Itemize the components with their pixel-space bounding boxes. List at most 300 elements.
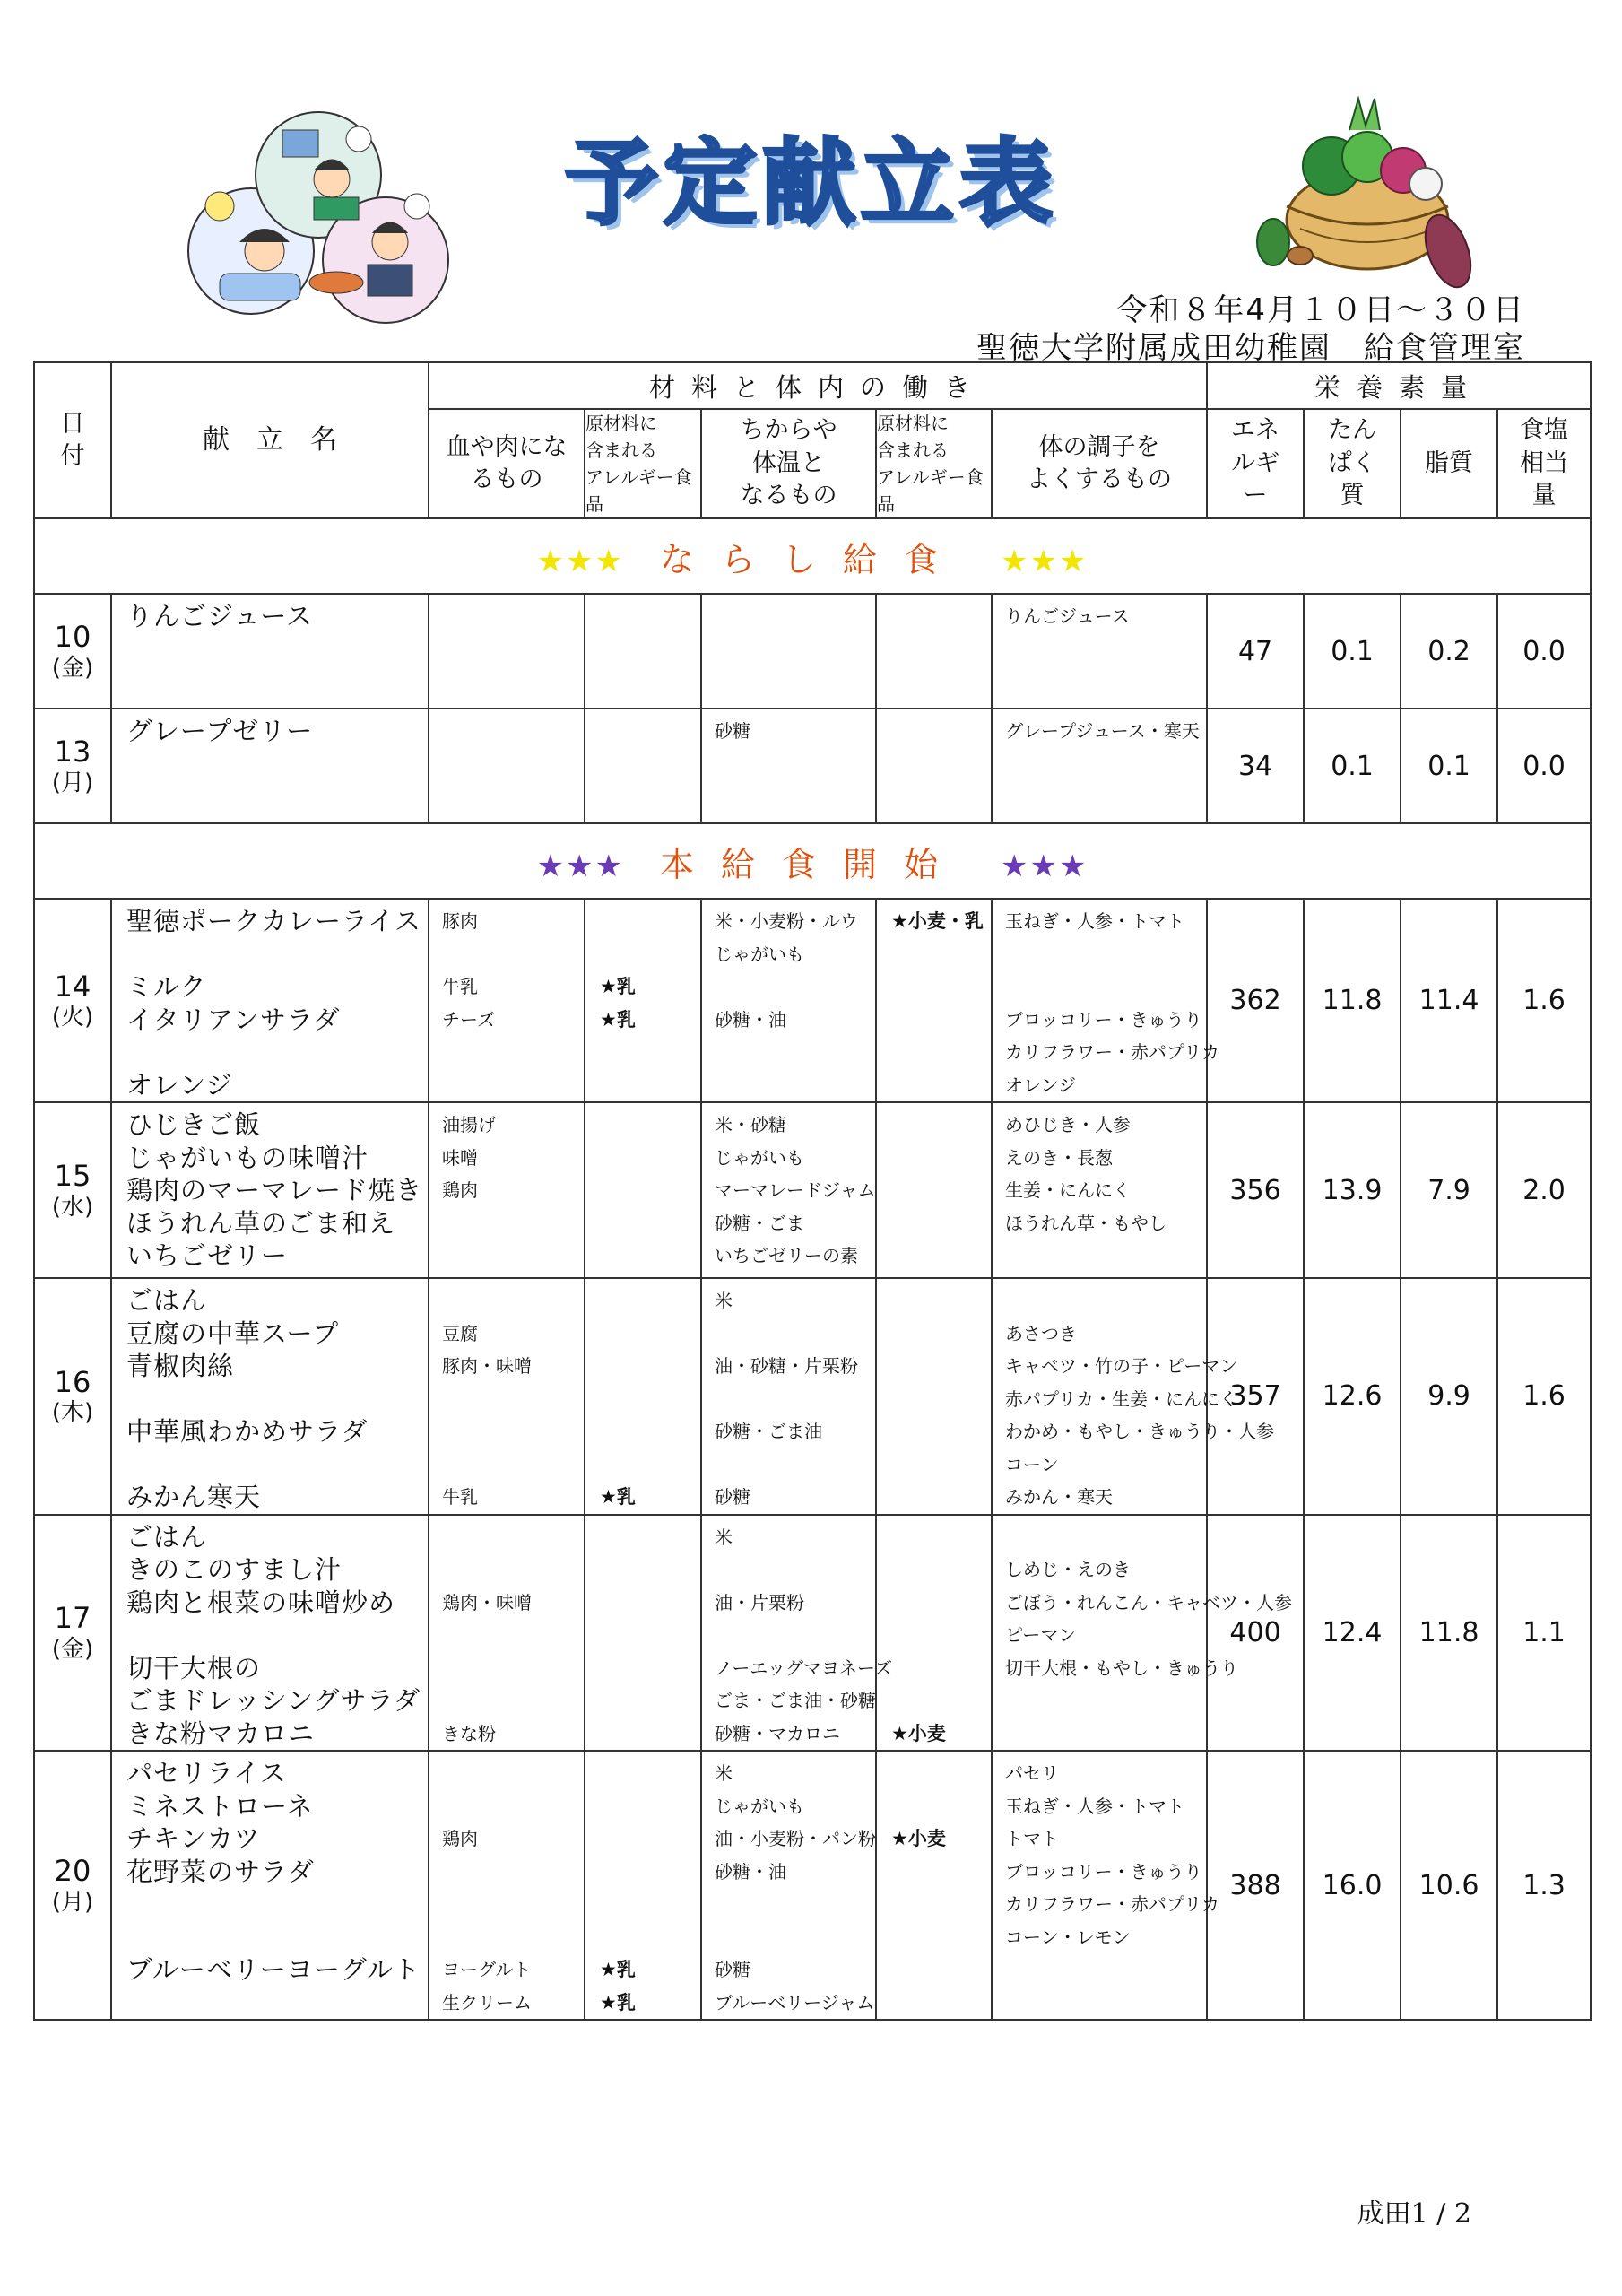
energy-food-line xyxy=(702,1888,875,1921)
allergy-badge-line xyxy=(585,905,700,938)
date-cell xyxy=(34,1278,111,1515)
conditioning-food-line xyxy=(993,1718,1206,1751)
allergy-badge-line xyxy=(877,938,991,971)
blood-meat-food-line: 豆腐 xyxy=(442,1322,478,1344)
dish-name-line: ミルク xyxy=(126,971,207,1002)
nutrition-group-header: 栄養素量 xyxy=(1207,362,1591,409)
allergy-badge-line xyxy=(585,1284,700,1318)
dish-name-line xyxy=(112,1619,428,1652)
conditioning-food-line: パセリ xyxy=(1005,1762,1059,1784)
date-cell xyxy=(34,899,111,1102)
salt-value: 2.0 xyxy=(1497,1102,1591,1278)
menu-day-row xyxy=(34,709,1591,823)
day-number: 20 xyxy=(54,1854,91,1889)
menu-day-row xyxy=(34,899,1591,1102)
col-allergy-header-2: 原材料に 含まれる アレルギー食品 xyxy=(876,409,992,518)
energy-food-line: 砂糖・マカロニ xyxy=(715,1722,840,1744)
energy-food-line: 砂糖 xyxy=(715,1959,750,1980)
date-cell xyxy=(34,709,111,823)
allergy-badge-line xyxy=(585,1415,700,1448)
banner-row xyxy=(34,823,1591,899)
blood-meat-food-line: ヨーグルト xyxy=(442,1959,532,1980)
dish-name-line: みかん寒天 xyxy=(126,1482,262,1512)
energy-food-line: ノーエッグマヨネーズ xyxy=(715,1657,892,1679)
dish-name xyxy=(111,709,429,823)
date-cell xyxy=(34,594,111,709)
conditioning-food-line xyxy=(993,1987,1206,2020)
fat-value: 11.4 xyxy=(1401,899,1497,1102)
blood-meat-food-line xyxy=(429,1448,584,1482)
dish-name-line: グレープゼリー xyxy=(126,716,314,746)
energy-food-line: 砂糖・油 xyxy=(715,1860,786,1883)
allergy-badge-line xyxy=(585,938,700,971)
allergy-badge-line xyxy=(585,1790,700,1823)
allergy-badge xyxy=(876,1751,992,2020)
col-protein-header: たん ぱく 質 xyxy=(1304,409,1401,518)
salt-value: 0.0 xyxy=(1497,709,1591,823)
allergy-badge-line xyxy=(585,1888,700,1921)
organization-name: 聖徳大学附属成田幼稚園 給食管理室 xyxy=(976,330,1525,366)
conditioning-food-line xyxy=(993,1953,1206,1987)
conditioning-food-line: ほうれん草・もやし xyxy=(1005,1212,1167,1234)
conditioning-food xyxy=(992,594,1207,709)
allergy-badge xyxy=(585,594,701,709)
conditioning-food-line: ブロッコリー・きゅうり xyxy=(1005,1008,1202,1031)
allergy-badge xyxy=(876,1278,992,1515)
menu-day-row xyxy=(34,1751,1591,2020)
col-menu-name-header: 献 立 名 xyxy=(111,362,429,518)
conditioning-food xyxy=(992,1751,1219,2020)
dish-name-line: 切干大根の xyxy=(126,1652,262,1683)
energy-food xyxy=(701,1515,892,1752)
energy-food xyxy=(701,1102,876,1278)
fat-value: 10.6 xyxy=(1401,1751,1497,2020)
allergy-badge-line xyxy=(877,1921,991,1954)
allergy-badge-line: ★乳 xyxy=(600,1486,636,1508)
blood-meat-food-line xyxy=(429,1553,584,1587)
col-fat-header: 脂質 xyxy=(1401,409,1497,518)
menu-day-row xyxy=(34,1102,1591,1278)
blood-meat-food-line xyxy=(429,1684,584,1718)
blood-meat-food-line xyxy=(429,1521,584,1554)
protein-value: 0.1 xyxy=(1304,709,1401,823)
energy-food-line: 米 xyxy=(715,1762,733,1784)
conditioning-food-line: トマト xyxy=(1005,1828,1059,1849)
allergy-badge-line xyxy=(585,1350,700,1383)
salt-value: 1.1 xyxy=(1497,1515,1591,1752)
dish-name xyxy=(111,1278,429,1515)
conditioning-food-line xyxy=(993,1239,1206,1273)
blood-meat-food-line xyxy=(429,1888,584,1921)
dish-name-line: 鶏肉のマーマレード焼き xyxy=(126,1175,423,1205)
allergy-badge-line xyxy=(877,1069,991,1102)
dish-name-line: 花野菜のサラダ xyxy=(126,1856,315,1887)
energy-food-line: いちごゼリーの素 xyxy=(715,1245,858,1266)
allergy-badge-line: ★乳 xyxy=(600,1991,636,2013)
allergy-badge-line: ★乳 xyxy=(600,1959,636,1980)
salt-value: 0.0 xyxy=(1497,594,1591,709)
date-cell xyxy=(34,1515,111,1752)
star-icon: ★★★ xyxy=(536,848,625,884)
blood-meat-food xyxy=(429,1751,585,2020)
energy-food-line: 米 xyxy=(715,1526,733,1548)
energy-food-line: 油・砂糖・片栗粉 xyxy=(715,1355,858,1377)
dish-name xyxy=(111,1515,429,1752)
blood-meat-food-line xyxy=(429,1619,584,1652)
allergy-badge-line xyxy=(877,1757,991,1790)
blood-meat-food-line: きな粉 xyxy=(442,1722,496,1744)
energy-value: 47 xyxy=(1207,594,1304,709)
conditioning-food-line: コーン・レモン xyxy=(1005,1926,1131,1948)
energy-food-line xyxy=(702,1383,875,1416)
fat-value: 0.1 xyxy=(1401,709,1497,823)
conditioning-food-line: コーン xyxy=(1005,1453,1059,1475)
date-cell xyxy=(34,1102,111,1278)
dish-name xyxy=(111,1751,429,2020)
energy-value: 356 xyxy=(1207,1102,1304,1278)
allergy-badge-line xyxy=(877,1619,991,1652)
blood-meat-food-line: 鶏肉・味噌 xyxy=(442,1591,532,1613)
allergy-badge xyxy=(585,709,701,823)
energy-food-line: 米・砂糖 xyxy=(715,1114,786,1135)
blood-meat-food-line: 味噌 xyxy=(442,1146,478,1169)
energy-food-line: 砂糖 xyxy=(715,1486,750,1508)
dish-name-line: ごはん xyxy=(126,1521,208,1552)
allergy-badge-line xyxy=(877,1587,991,1620)
energy-food xyxy=(701,1278,876,1515)
dish-name xyxy=(111,899,429,1102)
blood-meat-food-line xyxy=(429,1383,584,1416)
day-number: 13 xyxy=(54,735,91,770)
blood-meat-food xyxy=(429,594,585,709)
dish-name-line: ごまドレッシングサラダ xyxy=(126,1685,421,1716)
conditioning-food xyxy=(992,1102,1207,1278)
allergy-badge xyxy=(876,709,992,823)
conditioning-food-line: りんごジュース xyxy=(1005,605,1130,627)
allergy-badge-line: ★小麦 xyxy=(891,1828,946,1849)
allergy-badge xyxy=(585,1515,701,1752)
energy-food-line xyxy=(702,1069,875,1102)
day-number: 14 xyxy=(54,969,91,1004)
blood-meat-food xyxy=(429,899,585,1102)
day-number: 16 xyxy=(54,1364,91,1399)
energy-value: 388 xyxy=(1207,1751,1304,2020)
energy-food-line: 米 xyxy=(715,1290,733,1311)
conditioning-food-line: グレープジュース・寒天 xyxy=(1005,720,1200,742)
allergy-badge xyxy=(585,1102,701,1278)
col-blood-meat-header: 血や肉にな るもの xyxy=(429,409,585,518)
banner-title: ならし給食 xyxy=(660,539,966,579)
dish-name-line: イタリアンサラダ xyxy=(126,1004,341,1035)
blood-meat-food-line xyxy=(429,1069,584,1102)
allergy-badge-line: ★小麦・乳 xyxy=(891,910,984,932)
conditioning-food-line: わかめ・もやし・きゅうり・人参 xyxy=(1005,1421,1274,1442)
energy-value: 34 xyxy=(1207,709,1304,823)
blood-meat-food-line: 豚肉・味噌 xyxy=(442,1355,532,1377)
banner-title: 本給食開始 xyxy=(660,844,966,884)
allergy-badge-line xyxy=(585,1757,700,1790)
weekday: (月) xyxy=(51,769,94,796)
dish-name-line: ほうれん草のごま和え xyxy=(126,1207,396,1239)
blood-meat-food-line: 鶏肉 xyxy=(442,1179,478,1201)
materials-group-header: 材料と体内の働き xyxy=(429,362,1207,409)
page-title: 予定献立表 xyxy=(565,128,1059,238)
energy-food-line: 油・片栗粉 xyxy=(715,1591,804,1613)
dish-name-line: パセリライス xyxy=(126,1758,287,1788)
allergy-badge-line xyxy=(877,1553,991,1587)
allergy-badge-line xyxy=(877,970,991,1004)
blood-meat-food-line xyxy=(429,1790,584,1823)
salt-value: 1.6 xyxy=(1497,1278,1591,1515)
dish-name-line: 鶏肉と根菜の味噌炒め xyxy=(126,1587,396,1618)
energy-food xyxy=(701,709,876,823)
dish-name-line: 豆腐の中華スープ xyxy=(126,1318,340,1349)
dish-name-line xyxy=(112,1383,428,1416)
conditioning-food-line: ごぼう・れんこん・キャベツ・人参 xyxy=(1005,1591,1292,1613)
allergy-badge xyxy=(585,899,701,1102)
blood-meat-food-line xyxy=(429,938,584,971)
energy-food-line: マーマレードジャム xyxy=(715,1179,876,1201)
conditioning-food-line xyxy=(993,970,1206,1004)
dish-name-line: りんごジュース xyxy=(126,601,313,631)
dish-name-line xyxy=(112,1036,428,1069)
protein-value: 16.0 xyxy=(1304,1751,1401,2020)
conditioning-food-line: ブロッコリー・きゅうり xyxy=(1005,1860,1202,1883)
allergy-badge-line xyxy=(585,1448,700,1482)
col-energy-header: エネ ルギ ー xyxy=(1207,409,1304,518)
col-conditioning-header: 体の調子を よくするもの xyxy=(992,409,1207,518)
weekday: (金) xyxy=(51,654,94,682)
dish-name xyxy=(111,1102,429,1278)
allergy-badge-line xyxy=(877,1036,991,1069)
allergy-badge-line xyxy=(877,1888,991,1921)
energy-food-line: 油・小麦粉・パン粉 xyxy=(715,1828,876,1849)
allergy-badge xyxy=(876,899,992,1102)
fat-value: 9.9 xyxy=(1401,1278,1497,1515)
energy-food-line: 砂糖・油 xyxy=(715,1008,786,1031)
dish-name-line: きな粉マカロニ xyxy=(126,1718,316,1749)
blood-meat-food xyxy=(429,1278,585,1515)
menu-day-row xyxy=(34,594,1591,709)
energy-food-line xyxy=(702,1036,875,1069)
allergy-badge-line: ★小麦 xyxy=(891,1722,946,1744)
star-icon: ★★★ xyxy=(1001,848,1089,884)
conditioning-food-line: しめじ・えのき xyxy=(1005,1559,1131,1580)
page-number: 成田1 / 2 xyxy=(1357,2198,1471,2230)
salt-value: 1.3 xyxy=(1497,1751,1591,2020)
allergy-badge-line xyxy=(877,1856,991,1889)
conditioning-food-line: キャベツ・竹の子・ピーマン xyxy=(1005,1355,1238,1377)
day-number: 17 xyxy=(54,1601,91,1636)
weekday: (月) xyxy=(51,1888,94,1916)
conditioning-food-line xyxy=(993,1284,1206,1318)
energy-food-line: じゃがいも xyxy=(715,943,804,965)
blood-meat-food-line xyxy=(429,1757,584,1790)
protein-value: 13.9 xyxy=(1304,1102,1401,1278)
energy-food-line: ブルーベリージャム xyxy=(715,1991,875,2013)
weekday: (水) xyxy=(51,1193,94,1221)
salt-value: 1.6 xyxy=(1497,899,1591,1102)
energy-food-line: じゃがいも xyxy=(715,1795,804,1817)
dish-name-line xyxy=(112,938,428,971)
col-salt-header: 食塩 相当 量 xyxy=(1497,409,1591,518)
conditioning-food-line: あさつき xyxy=(1005,1322,1077,1344)
dish-name-line: チキンカツ xyxy=(126,1823,261,1854)
fat-value: 7.9 xyxy=(1401,1102,1497,1278)
dish-name-line: ミネストローネ xyxy=(126,1790,314,1822)
section-banner xyxy=(34,518,1591,594)
dish-name-line: じゃがいもの味噌汁 xyxy=(126,1142,369,1173)
col-allergy-header-1: 原材料に 含まれる アレルギー食品 xyxy=(585,409,701,518)
date-range: 令和８年4月１０日～３０日 xyxy=(1116,292,1525,328)
blood-meat-food-line xyxy=(429,1036,584,1069)
menu-day-row xyxy=(34,1278,1591,1515)
blood-meat-food xyxy=(429,709,585,823)
conditioning-food-line: めひじき・人参 xyxy=(1005,1114,1131,1135)
star-icon: ★★★ xyxy=(1001,543,1089,579)
allergy-badge xyxy=(876,1515,992,1752)
blood-meat-food xyxy=(429,1102,585,1278)
energy-food-line: 米・小麦粉・ルウ xyxy=(715,910,858,932)
energy-food xyxy=(701,1751,876,2020)
star-icon: ★★★ xyxy=(536,543,625,579)
blood-meat-food-line: 鶏肉 xyxy=(442,1828,478,1849)
allergy-badge-line xyxy=(877,1790,991,1823)
energy-food-line xyxy=(702,970,875,1004)
allergy-badge-line xyxy=(877,1004,991,1037)
dish-name-line: オレンジ xyxy=(126,1069,233,1100)
dish-name-line xyxy=(112,1448,428,1482)
allergy-badge-line xyxy=(585,1921,700,1954)
dish-name-line: 聖徳ポークカレーライス xyxy=(126,906,421,936)
energy-food xyxy=(701,899,876,1102)
allergy-badge xyxy=(876,1102,992,1278)
conditioning-food-line xyxy=(993,1684,1206,1718)
date-cell xyxy=(34,1751,111,2020)
allergy-badge xyxy=(585,1278,701,1515)
protein-value: 12.4 xyxy=(1304,1515,1401,1752)
weekday: (木) xyxy=(51,1399,94,1427)
blood-meat-food-line: 油揚げ xyxy=(442,1114,496,1135)
conditioning-food xyxy=(992,899,1219,1102)
blood-meat-food xyxy=(429,1515,585,1752)
energy-food-line: 砂糖・ごま xyxy=(715,1212,804,1234)
allergy-badge-line xyxy=(585,1318,700,1351)
dish-name-line: ブルーベリーヨーグルト xyxy=(126,1954,421,1985)
weekday: (金) xyxy=(51,1635,94,1663)
allergy-badge-line xyxy=(877,1953,991,1987)
dish-name xyxy=(111,594,429,709)
day-number: 15 xyxy=(54,1159,91,1194)
energy-value: 400 xyxy=(1207,1515,1304,1752)
protein-value: 0.1 xyxy=(1304,594,1401,709)
allergy-badge-line xyxy=(585,1822,700,1856)
allergy-badge-line xyxy=(877,1684,991,1718)
conditioning-food-line: 赤パプリカ・生姜・にんにく xyxy=(1005,1387,1237,1410)
fat-value: 0.2 xyxy=(1401,594,1497,709)
banner-row xyxy=(34,518,1591,594)
energy-value: 362 xyxy=(1207,899,1304,1102)
protein-value: 12.6 xyxy=(1304,1278,1401,1515)
blood-meat-food-line: 豚肉 xyxy=(442,910,478,932)
menu-day-row xyxy=(34,1515,1591,1752)
allergy-badge-line xyxy=(877,1652,991,1685)
day-number: 10 xyxy=(54,620,91,655)
energy-food xyxy=(701,594,876,709)
blood-meat-food-line: 牛乳 xyxy=(442,976,478,997)
blood-meat-food-line xyxy=(429,1207,584,1240)
conditioning-food-line xyxy=(993,1521,1206,1554)
conditioning-food-line: 玉ねぎ・人参・トマト xyxy=(1005,1795,1184,1817)
conditioning-food-line: カリフラワー・赤パプリカ xyxy=(1005,1893,1219,1915)
conditioning-food-line: 生姜・にんにく xyxy=(1005,1179,1131,1201)
conditioning-food-line: 切干大根・もやし・きゅうり xyxy=(1005,1657,1238,1679)
allergy-badge-line xyxy=(585,1383,700,1416)
allergy-badge-line: ★乳 xyxy=(600,976,636,997)
dish-name-line xyxy=(112,1888,428,1921)
conditioning-food-line xyxy=(993,938,1206,971)
children-daily-life-illustration xyxy=(184,108,453,332)
energy-value: 357 xyxy=(1207,1278,1304,1515)
dish-name-line: きのこのすまし汁 xyxy=(126,1554,343,1585)
dish-name-line: 青椒肉絲 xyxy=(126,1351,235,1381)
blood-meat-food-line: 牛乳 xyxy=(442,1486,478,1508)
energy-food-line xyxy=(702,1318,875,1351)
dish-name-line: ひじきご飯 xyxy=(126,1109,262,1140)
allergy-badge-line xyxy=(585,1069,700,1102)
blood-meat-food-line xyxy=(429,1415,584,1448)
menu-table xyxy=(33,361,1592,2021)
allergy-badge-line xyxy=(877,1987,991,2020)
allergy-badge xyxy=(585,1751,701,2020)
vegetable-basket-illustration xyxy=(1233,94,1484,296)
dish-name-line: 中華風わかめサラダ xyxy=(126,1416,369,1447)
energy-food-line: 砂糖・ごま油 xyxy=(715,1421,822,1442)
energy-food-line xyxy=(702,1921,875,1954)
section-banner xyxy=(34,823,1591,899)
blood-meat-food-line xyxy=(429,1652,584,1685)
energy-food-line: じゃがいも xyxy=(715,1146,804,1169)
dish-name-line xyxy=(112,1921,428,1954)
allergy-badge-line: ★乳 xyxy=(600,1008,636,1031)
blood-meat-food-line xyxy=(429,1856,584,1889)
conditioning-food xyxy=(992,709,1207,823)
fat-value: 11.8 xyxy=(1401,1515,1497,1752)
energy-food-line xyxy=(702,1448,875,1482)
dish-name-line xyxy=(112,1987,428,2020)
protein-value: 11.8 xyxy=(1304,899,1401,1102)
col-date-header: 日 付 xyxy=(34,362,111,518)
energy-food-line: 砂糖 xyxy=(715,720,750,742)
conditioning-food-line: オレンジ xyxy=(1005,1074,1076,1096)
conditioning-food-line: みかん・寒天 xyxy=(1005,1486,1113,1508)
weekday: (火) xyxy=(51,1004,94,1031)
blood-meat-food-line xyxy=(429,1921,584,1954)
blood-meat-food-line: 生クリーム xyxy=(442,1991,532,2013)
col-energy-warmth-header: ちからや 体温と なるもの xyxy=(701,409,876,518)
conditioning-food-line: ピーマン xyxy=(1005,1624,1077,1646)
allergy-badge-line xyxy=(585,1856,700,1889)
conditioning-food-line: えのき・長葱 xyxy=(1005,1146,1113,1169)
blood-meat-food-line xyxy=(429,1239,584,1273)
blood-meat-food-line: チーズ xyxy=(442,1008,495,1031)
dish-name-line: いちごゼリー xyxy=(126,1240,289,1271)
energy-food-line: ごま・ごま油・砂糖 xyxy=(715,1690,876,1711)
dish-name-line: ごはん xyxy=(126,1285,208,1316)
energy-food-line xyxy=(702,1553,875,1587)
energy-food-line xyxy=(702,1619,875,1652)
conditioning-food-line: カリフラワー・赤パプリカ xyxy=(1005,1041,1219,1063)
